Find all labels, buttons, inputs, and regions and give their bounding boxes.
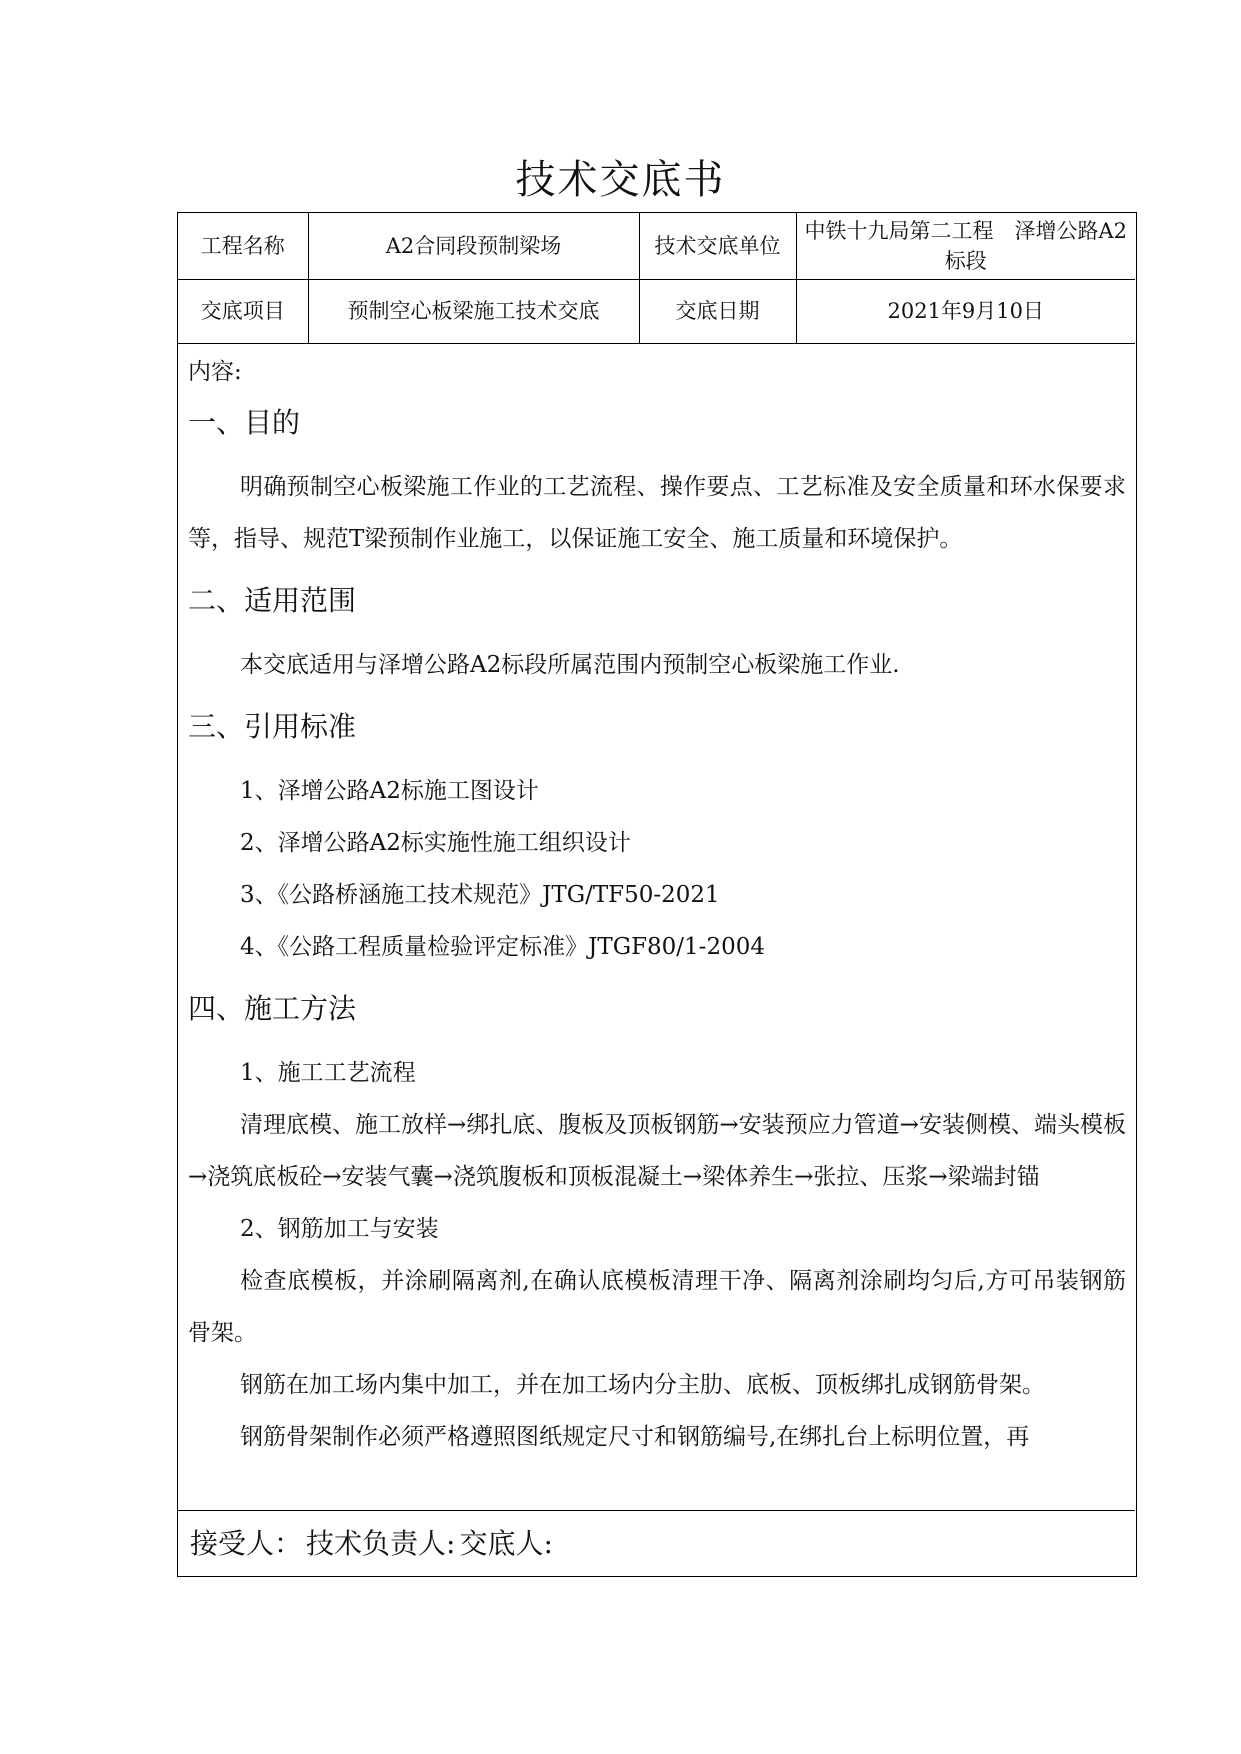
document-frame: [177, 212, 1137, 1577]
standard-item: 2、泽增公路A2标实施性施工组织设计: [240, 830, 631, 856]
standard-item: 1、泽增公路A2标施工图设计: [240, 778, 539, 804]
header-row-item: [178, 279, 1135, 343]
method-subheading-process: 1、施工工艺流程: [240, 1060, 416, 1086]
standard-item: 4、《公路工程质量检验评定标准》JTGF80/1-2004: [240, 934, 765, 960]
tech-lead-label: 技术负责人:: [306, 1527, 456, 1560]
content-area: [188, 343, 1126, 1489]
header-row-project: [178, 213, 1135, 279]
briefing-date-label: 交底日期: [639, 279, 796, 343]
content-label: 内容:: [188, 359, 242, 385]
project-name-label: 工程名称: [178, 213, 308, 279]
briefing-item-label: 交底项目: [178, 279, 308, 343]
section-heading-scope: 二、适用范围: [188, 584, 357, 617]
briefing-item-value: 预制空心板梁施工技术交底: [308, 279, 639, 343]
process-flow-paragraph: 清理底模、施工放样→绑扎底、腹板及顶板钢筋→安装预应力管道→安装侧模、端头模板→浇筑底板砼→安装气囊→浇筑腹板和顶板混凝土→梁体养生→张拉、压浆→梁端封锚: [188, 1112, 1126, 1190]
header-table: [178, 213, 1135, 344]
briefing-unit-value: 中铁十九局第二工程 泽增公路A2标段: [796, 213, 1135, 279]
purpose-paragraph: 明确预制空心板梁施工作业的工艺流程、操作要点、工艺标准及安全质量和环水保要求等，指导、规范T梁预制作业施工，以保证施工安全、施工质量和环境保护。: [188, 474, 1126, 552]
section-heading-purpose: 一、目的: [188, 406, 301, 439]
section-heading-method: 四、施工方法: [188, 992, 357, 1025]
document-title: 技术交底书: [515, 157, 726, 203]
method-subheading-rebar: 2、钢筋加工与安装: [240, 1216, 439, 1242]
receiver-label: 接受人：: [190, 1527, 303, 1560]
standard-item: 3、《公路桥涵施工技术规范》JTG/TF50-2021: [240, 882, 720, 908]
rebar-paragraph-3: 钢筋骨架制作必须严格遵照图纸规定尺寸和钢筋编号,在绑扎台上标明位置，再: [240, 1424, 1030, 1450]
briefing-date-value: 2021年9月10日: [796, 279, 1135, 343]
scope-paragraph: 本交底适用与泽增公路A2标段所属范围内预制空心板梁施工作业.: [240, 652, 900, 678]
rebar-paragraph-1: 检查底模板，并涂刷隔离剂,在确认底模板清理干净、隔离剂涂刷均匀后,方可吊装钢筋骨架。: [188, 1268, 1126, 1346]
rebar-paragraph-2: 钢筋在加工场内集中加工，并在加工场内分主肋、底板、顶板绑扎成钢筋骨架。: [240, 1372, 1045, 1398]
project-name-value: A2合同段预制梁场: [308, 213, 639, 279]
signature-row: [178, 1510, 1135, 1576]
briefing-unit-label: 技术交底单位: [639, 213, 796, 279]
presenter-label: 交底人:: [459, 1527, 553, 1560]
section-heading-standards: 三、引用标准: [188, 710, 357, 743]
